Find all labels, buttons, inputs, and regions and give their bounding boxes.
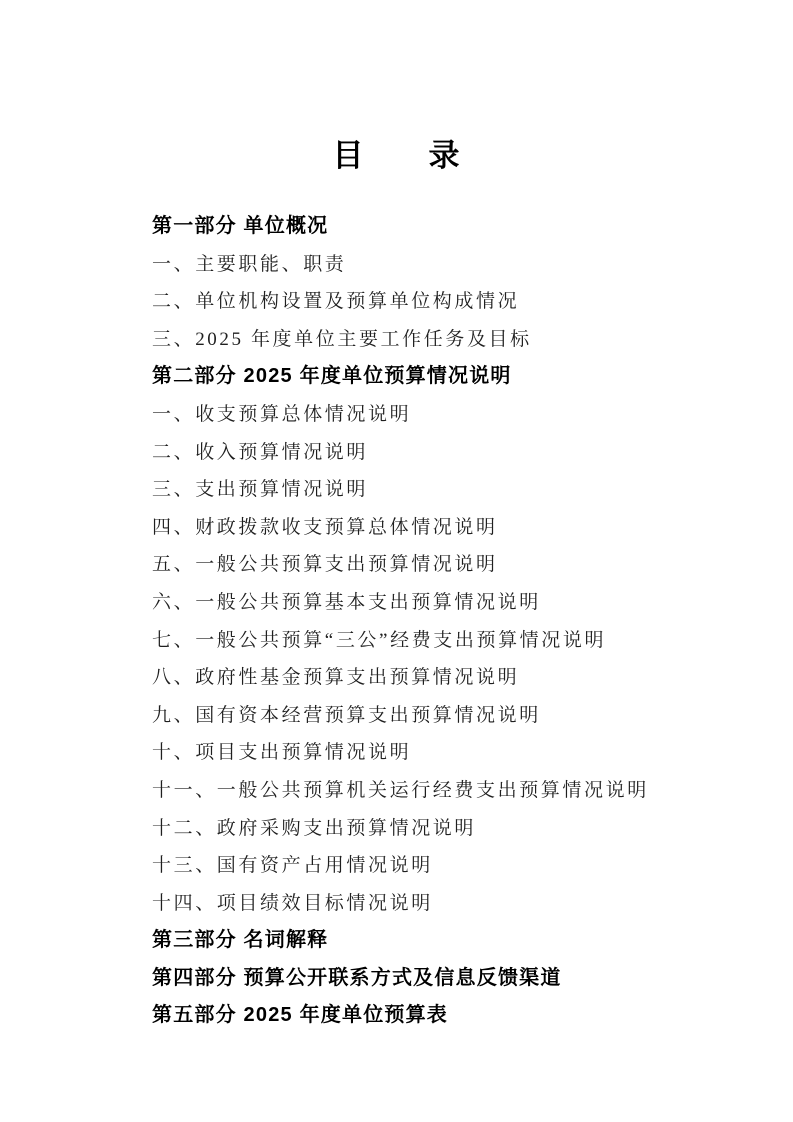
toc-section-heading: 第二部分 2025 年度单位预算情况说明 — [152, 365, 512, 388]
toc-entry: 三、2025 年度单位主要工作任务及目标 — [152, 328, 532, 350]
toc-section-heading: 第五部分 2025 年度单位预算表 — [152, 1004, 449, 1027]
toc-entry: 四、财政拨款收支预算总体情况说明 — [152, 516, 498, 538]
toc-section-heading: 第三部分 名词解释 — [152, 929, 329, 952]
toc-list — [152, 208, 733, 1035]
toc-entry: 十一、一般公共预算机关运行经费支出预算情况说明 — [152, 779, 649, 801]
toc-entry: 六、一般公共预算基本支出预算情况说明 — [152, 591, 541, 613]
toc-section-heading: 第一部分 单位概况 — [152, 215, 329, 237]
toc-entry: 七、一般公共预算“三公”经费支出预算情况说明 — [152, 629, 607, 651]
toc-entry: 十四、项目绩效目标情况说明 — [152, 892, 433, 914]
toc-entry: 十二、政府采购支出预算情况说明 — [152, 817, 477, 839]
toc-entry: 二、收入预算情况说明 — [152, 441, 369, 463]
toc-entry: 五、一般公共预算支出预算情况说明 — [152, 554, 498, 576]
toc-entry: 八、政府性基金预算支出预算情况说明 — [152, 667, 520, 689]
toc-entry: 十三、国有资产占用情况说明 — [152, 855, 433, 877]
toc-entry: 十、项目支出预算情况说明 — [152, 742, 412, 764]
toc-entry: 九、国有资本经营预算支出预算情况说明 — [152, 704, 541, 726]
toc-entry: 二、单位机构设置及预算单位构成情况 — [152, 291, 520, 313]
toc-section-heading: 第四部分 预算公开联系方式及信息反馈渠道 — [152, 966, 562, 989]
toc-entry: 三、支出预算情况说明 — [152, 479, 369, 501]
toc-title: 目 录 — [332, 138, 461, 173]
toc-entry: 一、收支预算总体情况说明 — [152, 403, 412, 425]
toc-entry: 一、主要职能、职责 — [152, 253, 347, 275]
